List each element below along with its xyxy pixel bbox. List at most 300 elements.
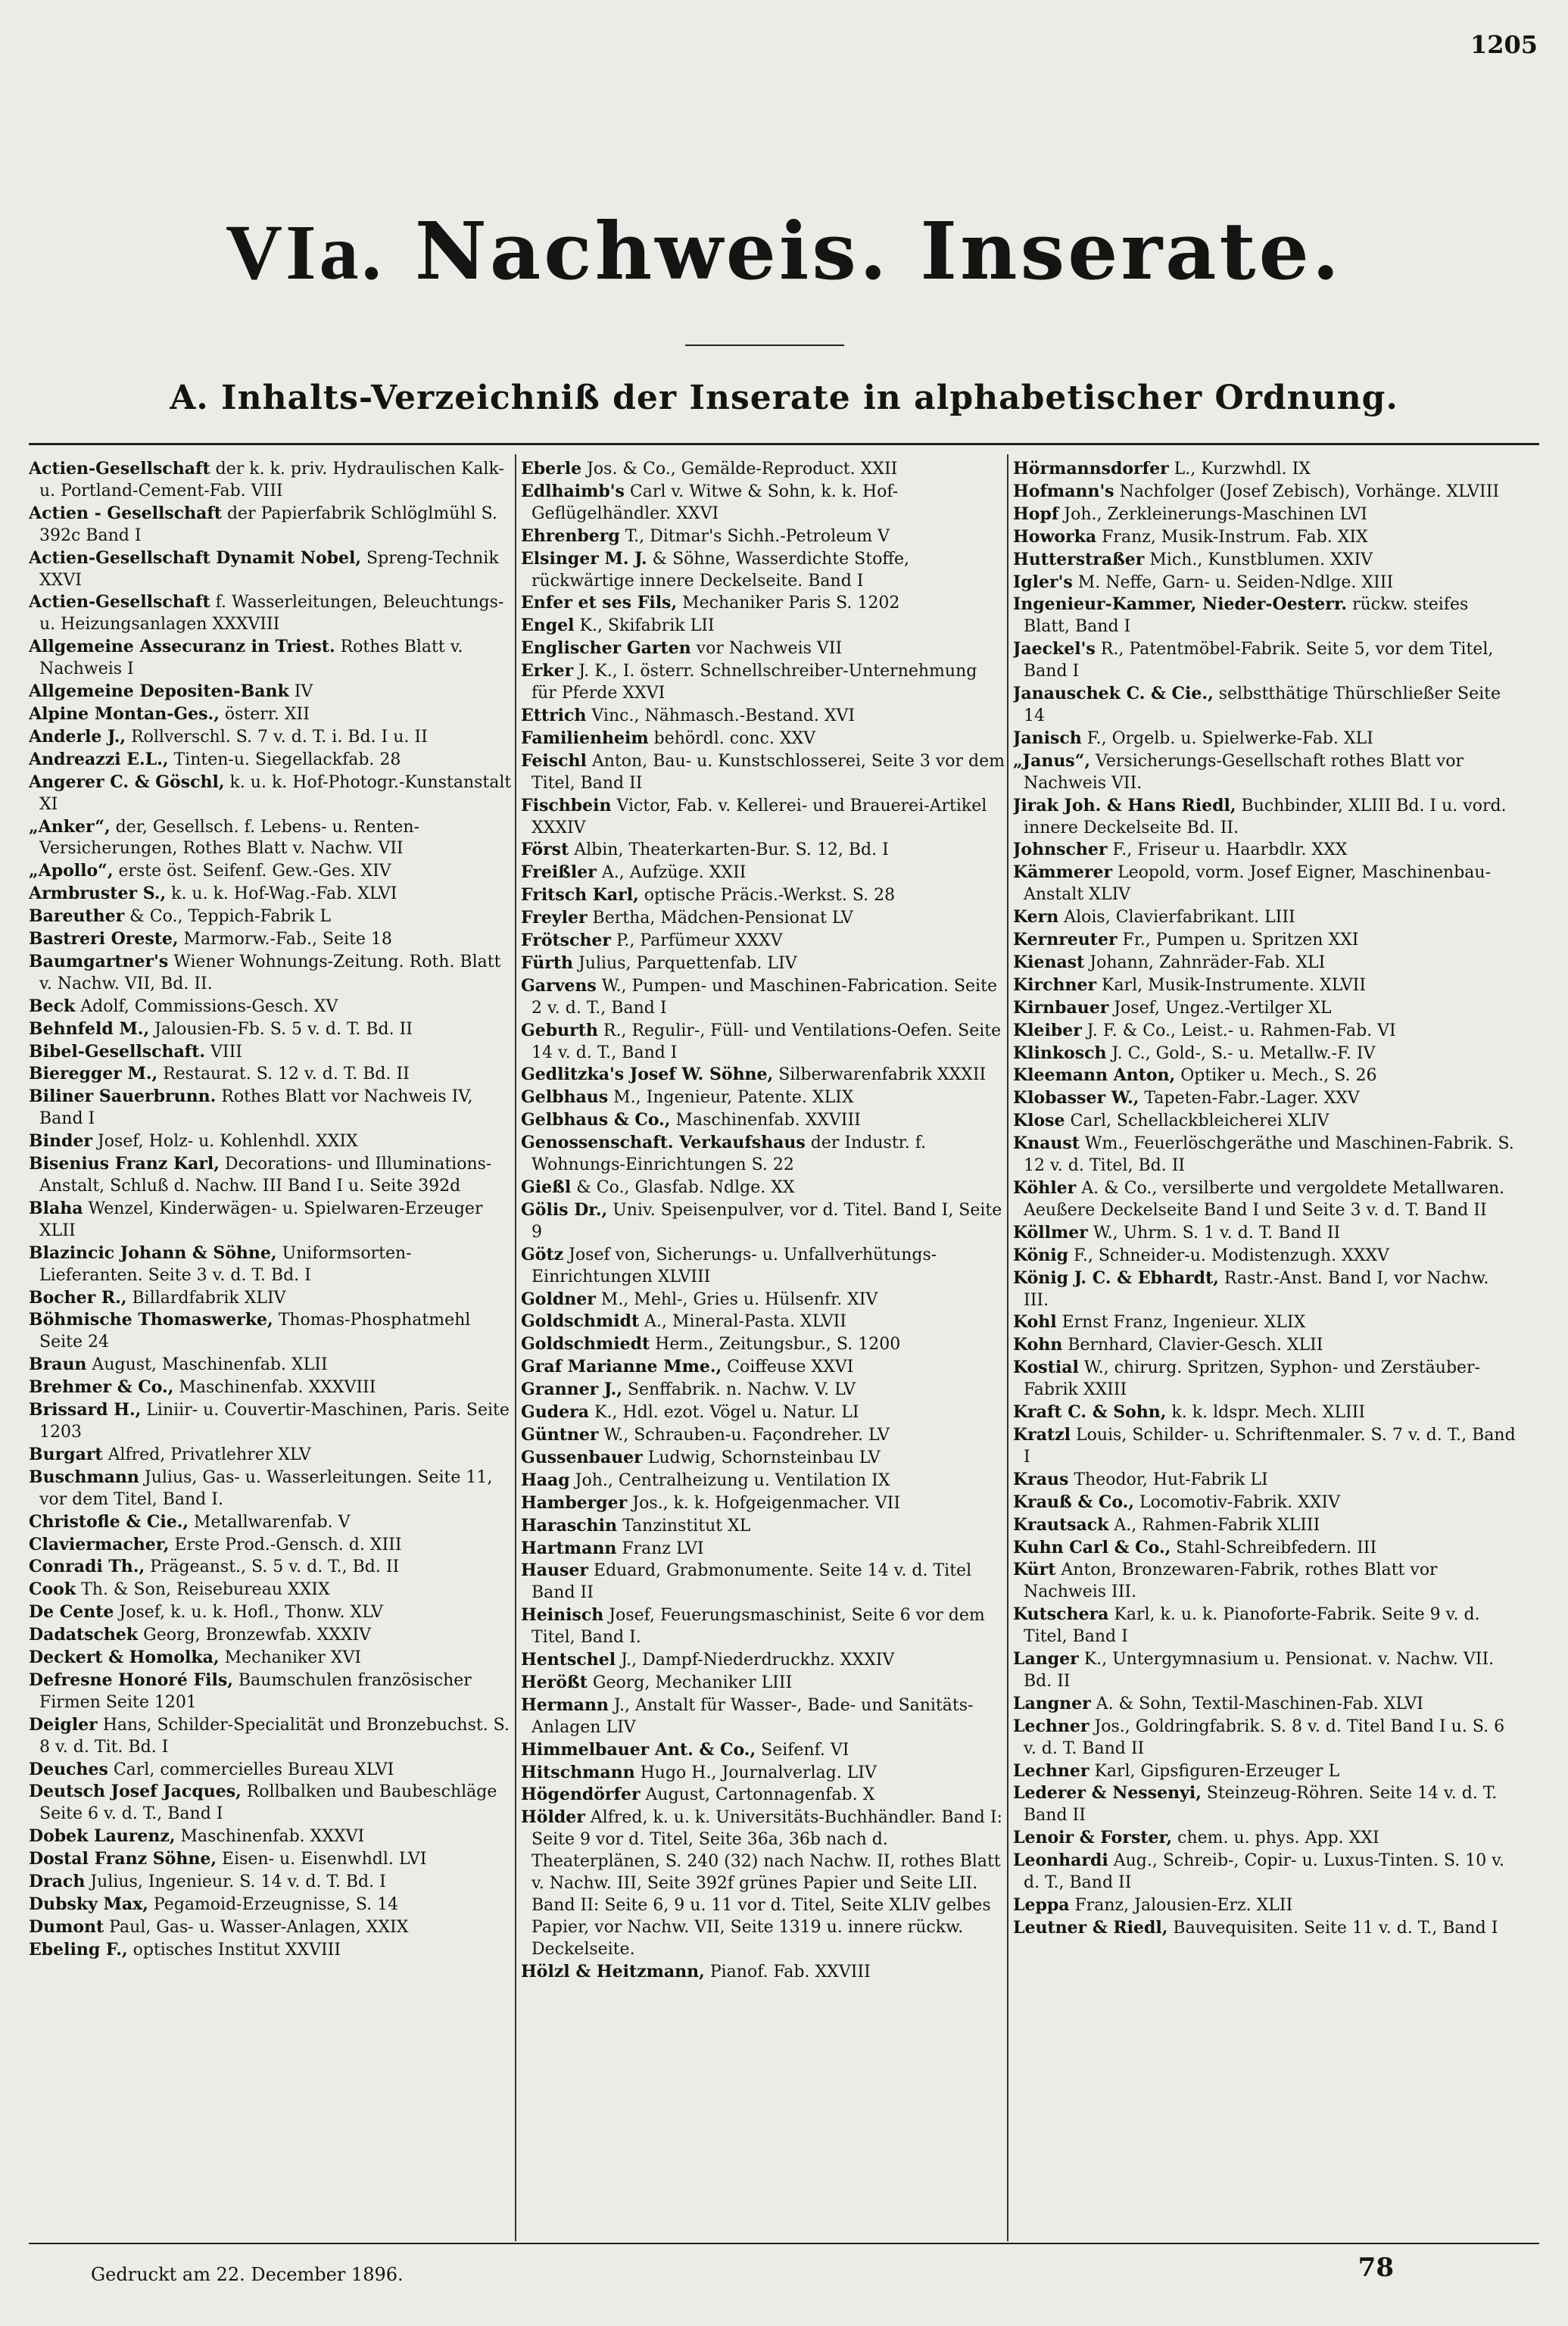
entry-details: Wm., Feuerlöschgeräthe und Maschinen-Fabrik. S. 12 v. d. Titel, Bd. II xyxy=(1024,1134,1514,1176)
index-entry xyxy=(521,1961,1005,1984)
firm-name: Bastreri Oreste, xyxy=(29,929,179,949)
index-entry xyxy=(521,1560,1005,1604)
index-entry xyxy=(29,1601,513,1624)
entry-details: R., Regulir-, Füll- und Ventilations-Oefen. Seite 14 v. d. T., Band I xyxy=(531,1021,1002,1062)
firm-name: Familienheim xyxy=(521,728,649,748)
entry-details: Restaurat. S. 12 v. d. T. Bd. II xyxy=(157,1065,410,1084)
index-entry xyxy=(1013,526,1517,549)
entry-details: selbstthätige Thürschließer Seite 14 xyxy=(1024,684,1501,725)
entry-details: Alfred, Privatlehrer XLV xyxy=(102,1445,311,1464)
entry-details: & Co., Glasfab. Ndlge. XX xyxy=(571,1178,795,1197)
firm-name: Hartmann xyxy=(521,1538,617,1558)
entry-details: der k. k. priv. Hydraulischen Kalk- u. Portland-Cement-Fab. VIII xyxy=(39,460,504,500)
firm-name: „Janus“, xyxy=(1013,750,1091,771)
firm-name: Gelbhaus xyxy=(521,1087,609,1108)
sheet-number: 78 xyxy=(1358,2253,1394,2283)
firm-name: Böhmische Thomaswerke, xyxy=(29,1310,273,1330)
firm-name: Graf Marianne Mme., xyxy=(521,1357,722,1377)
index-entry xyxy=(521,458,1005,481)
entry-details: erste öst. Seifenf. Gew.-Ges. XIV xyxy=(113,862,391,881)
entry-details: Franz, Musik-Instrum. Fab. XIX xyxy=(1096,527,1368,547)
index-entry xyxy=(29,1826,513,1848)
firm-name: Lechner xyxy=(1013,1716,1089,1736)
firm-name: Ebeling F., xyxy=(29,1939,128,1960)
firm-name: Leonhardi xyxy=(1013,1851,1108,1871)
index-entry xyxy=(521,1807,1005,1960)
index-entry xyxy=(521,1492,1005,1515)
firm-name: Garvens xyxy=(521,975,597,996)
entry-details: Anton, Bau- u. Kunstschlosserei, Seite 3 vor dem Titel, Band II xyxy=(531,751,1005,793)
index-entry xyxy=(521,907,1005,930)
index-entry xyxy=(1013,1537,1517,1560)
firm-name: Kohl xyxy=(1013,1312,1057,1333)
index-entry xyxy=(29,636,513,681)
index-entry xyxy=(1013,795,1517,840)
firm-name: Herößt xyxy=(521,1672,588,1692)
index-entry xyxy=(29,703,513,726)
entry-details: Baumschulen französischer Firmen Seite 1201 xyxy=(39,1670,472,1712)
index-entry xyxy=(29,1894,513,1916)
index-entry xyxy=(29,1063,513,1086)
entry-details: Marmorw.-Fab., Seite 18 xyxy=(178,930,392,949)
entry-details: Josef, k. u. k. Hofl., Thonw. XLV xyxy=(114,1603,384,1623)
entry-details: Fr., Pumpen u. Spritzen XXI xyxy=(1117,931,1359,950)
firm-name: Gudera xyxy=(521,1402,590,1423)
section-heading: Nachweis. Inserate. xyxy=(414,204,1342,298)
firm-name: Götz xyxy=(521,1244,564,1264)
index-entry xyxy=(29,1670,513,1714)
index-entry xyxy=(1013,1850,1517,1894)
index-entry xyxy=(521,1739,1005,1762)
index-entry xyxy=(1013,638,1517,683)
firm-name: Bisenius Franz Karl, xyxy=(29,1154,220,1174)
firm-name: Janauschek C. & Cie., xyxy=(1013,684,1214,704)
entry-details: Tanzinstitut XL xyxy=(617,1516,751,1536)
firm-name: Feischl xyxy=(521,750,587,771)
index-entry xyxy=(29,1130,513,1153)
firm-name: Freyler xyxy=(521,908,588,928)
index-entry xyxy=(1013,862,1517,906)
entry-details: Karl, Musik-Instrumente. XLVII xyxy=(1096,975,1367,995)
entry-details: Karl, Gipsfiguren-Erzeuger L xyxy=(1089,1761,1340,1781)
firm-name: Hermann xyxy=(521,1695,609,1715)
index-entry xyxy=(521,525,1005,548)
entry-details: Thomas-Phosphatmehl Seite 24 xyxy=(39,1311,471,1352)
index-entry xyxy=(521,615,1005,638)
entry-details: Jos. & Co., Gemälde-Reproduct. XXII xyxy=(581,460,898,479)
column-1 xyxy=(29,458,513,2283)
index-entry xyxy=(521,975,1005,1020)
firm-name: Lenoir & Forster, xyxy=(1013,1828,1173,1848)
index-entry xyxy=(1013,572,1517,594)
index-entry xyxy=(521,1762,1005,1785)
firm-name: Kirnbauer xyxy=(1013,997,1109,1018)
entry-details: W., chirurg. Spritzen, Syphon- und Zerstäuber-Fabrik XXIII xyxy=(1024,1358,1480,1400)
firm-name: König xyxy=(1013,1245,1069,1265)
firm-name: Ingenieur-Kammer, Nieder-Oesterr. xyxy=(1013,594,1348,615)
index-entry xyxy=(29,883,513,906)
index-entry xyxy=(1013,1133,1517,1177)
entry-details: Carl, Schellackbleicherei XLIV xyxy=(1065,1112,1330,1131)
index-entry xyxy=(1013,1267,1517,1312)
entry-details: behördl. conc. XXV xyxy=(648,728,816,748)
section-roman: VIa. xyxy=(226,209,385,296)
entry-details: Jos., Goldringfabrik. S. 8 v. d. Titel Band I u. S. 6 v. d. T. Band II xyxy=(1024,1716,1505,1758)
firm-name: Genossenschaft. Verkaufshaus xyxy=(521,1133,806,1153)
index-entry xyxy=(521,1132,1005,1177)
firm-name: Gießl xyxy=(521,1177,572,1197)
entry-details: Tinten-u. Siegellackfab. 28 xyxy=(168,750,401,769)
firm-name: Gelbhaus & Co., xyxy=(521,1110,671,1130)
index-entry xyxy=(521,1379,1005,1402)
bottom-rule xyxy=(29,2243,1539,2244)
firm-name: Enfer et ses Fils, xyxy=(521,593,678,613)
index-entry xyxy=(521,1244,1005,1289)
entry-details: T., Ditmar's Sichh.-Petroleum V xyxy=(619,526,890,546)
firm-name: Leppa xyxy=(1013,1895,1070,1915)
entry-details: Wenzel, Kinderwägen- u. Spielwaren-Erzeuger XLII xyxy=(39,1199,483,1240)
index-entry xyxy=(1013,1424,1517,1469)
index-entry xyxy=(521,1333,1005,1356)
index-entry xyxy=(1013,952,1517,974)
index-entry xyxy=(1013,1311,1517,1334)
index-entry xyxy=(29,928,513,951)
index-entry xyxy=(29,1939,513,1962)
firm-name: Goldschmiedt xyxy=(521,1334,650,1355)
entry-details: Josef, Holz- u. Kohlenhdl. XXIX xyxy=(92,1132,358,1152)
firm-name: Bieregger M., xyxy=(29,1064,158,1084)
entry-details: Pegamoid-Erzeugnisse, S. 14 xyxy=(148,1895,399,1914)
firm-name: Jaeckel's xyxy=(1013,639,1096,659)
index-entry xyxy=(1013,1648,1517,1693)
entry-details: Tapeten-Fabr.-Lager. XXV xyxy=(1139,1089,1360,1108)
entry-details: A., Aufzüge. XXII xyxy=(596,863,747,883)
entry-details: Wiener Wohnungs-Zeitung. Roth. Blatt v. Nachw. VII, Bd. II. xyxy=(39,952,501,993)
entry-details: W., Pumpen- und Maschinen-Fabrication. Seite 2 v. d. T., Band I xyxy=(531,976,997,1018)
index-entry xyxy=(1013,1222,1517,1245)
entry-details: Univ. Speisenpulver, vor d. Titel. Band I, Seite 9 xyxy=(531,1200,1002,1242)
index-entry xyxy=(29,772,513,816)
firm-name: Haraschin xyxy=(521,1515,618,1536)
index-entry xyxy=(1013,594,1517,638)
index-entry xyxy=(29,591,513,636)
entry-details: Maschinenfab. XXXVI xyxy=(175,1827,365,1847)
entry-details: Josef, Ungez.-Vertilger XL xyxy=(1108,998,1332,1018)
firm-name: Braun xyxy=(29,1355,87,1375)
firm-name: Binder xyxy=(29,1131,92,1152)
index-entry xyxy=(29,1444,513,1467)
firm-name: Deuches xyxy=(29,1759,108,1779)
index-entry xyxy=(29,1871,513,1894)
entry-details: J., Anstalt für Wasser-, Bade- und Sanitäts-Anlagen LIV xyxy=(531,1695,974,1737)
firm-name: Gussenbauer xyxy=(521,1447,643,1467)
firm-name: Lechner xyxy=(1013,1760,1089,1781)
firm-name: Haag xyxy=(521,1470,570,1490)
firm-name: Goldner xyxy=(521,1289,596,1309)
index-entry xyxy=(29,1624,513,1647)
firm-name: Gedlitzka's Josef W. Söhne, xyxy=(521,1065,774,1085)
index-entry xyxy=(1013,728,1517,750)
index-entry xyxy=(521,953,1005,975)
index-entry xyxy=(521,750,1005,795)
firm-name: Allgemeine Assecuranz in Triest. xyxy=(29,637,335,657)
entry-details: optisches Institut XXVIII xyxy=(127,1940,341,1960)
firm-name: Behnfeld M., xyxy=(29,1018,150,1039)
entry-details: Josef, Feuerungsmaschinist, Seite 6 vor dem Titel, Band I. xyxy=(531,1606,985,1648)
firm-name: Andreazzi E.L., xyxy=(29,749,169,769)
firm-name: Knaust xyxy=(1013,1133,1080,1154)
firm-name: Hölder xyxy=(521,1807,585,1828)
firm-name: Klobasser W., xyxy=(1013,1088,1139,1108)
firm-name: Kuhn Carl & Co., xyxy=(1013,1537,1171,1557)
entry-details: Seifenf. VI xyxy=(756,1740,849,1760)
entry-details: W., Uhrm. S. 1 v. d. T. Band II xyxy=(1087,1223,1341,1243)
firm-name: Freißler xyxy=(521,862,597,883)
index-entry xyxy=(29,1579,513,1601)
entry-details: Maschinenfab. XXXVIII xyxy=(173,1378,376,1398)
index-entry xyxy=(29,1153,513,1198)
index-entry xyxy=(521,1020,1005,1065)
entry-details: Metallwarenfab. V xyxy=(189,1512,351,1532)
firm-name: Johnscher xyxy=(1013,840,1108,860)
entry-details: Paul, Gas- u. Wasser-Anlagen, XXIX xyxy=(104,1917,409,1937)
entry-details: Mich., Kunstblumen. XXIV xyxy=(1144,550,1373,569)
entry-details: Maschinenfab. XXVIII xyxy=(670,1111,861,1130)
entry-details: Vinc., Nähmasch.-Bestand. XVI xyxy=(586,706,856,725)
firm-name: Kohn xyxy=(1013,1335,1063,1355)
firm-name: Kostial xyxy=(1013,1358,1079,1378)
index-entry xyxy=(1013,1357,1517,1402)
firm-name: Köllmer xyxy=(1013,1222,1088,1243)
index-entry xyxy=(521,1356,1005,1379)
firm-name: Dobek Laurenz, xyxy=(29,1826,176,1847)
entry-details: L., Kurzwhdl. IX xyxy=(1168,460,1311,479)
firm-name: Cook xyxy=(29,1579,76,1600)
entry-details: Versicherungs-Gesellschaft rothes Blatt vor Nachweis VII. xyxy=(1024,751,1464,793)
entry-details: Alois, Clavierfabrikant. LIII xyxy=(1058,908,1295,928)
firm-name: Högendörfer xyxy=(521,1785,641,1805)
index-entry xyxy=(29,1467,513,1511)
firm-name: Krautsack xyxy=(1013,1514,1109,1535)
index-entry xyxy=(1013,929,1517,952)
entry-details: Eduard, Grabmonumente. Seite 14 v. d. Titel Band II xyxy=(531,1561,972,1603)
index-entry xyxy=(1013,1760,1517,1783)
index-entry xyxy=(29,1086,513,1130)
page-number: 1205 xyxy=(1470,30,1538,59)
index-entry xyxy=(521,548,1005,593)
firm-name: Köhler xyxy=(1013,1178,1077,1198)
index-entry xyxy=(521,705,1005,728)
entry-details: Leopold, vorm. Josef Eigner, Maschinenbau-Anstalt XLIV xyxy=(1024,863,1492,905)
firm-name: Blaha xyxy=(29,1198,83,1218)
index-entry xyxy=(521,728,1005,750)
index-entry xyxy=(29,996,513,1018)
index-entry xyxy=(1013,1065,1517,1087)
index-entry xyxy=(521,795,1005,840)
firm-name: Brehmer & Co., xyxy=(29,1377,174,1398)
index-entry xyxy=(29,749,513,772)
firm-name: Jirak Joh. & Hans Riedl, xyxy=(1013,795,1236,815)
index-entry xyxy=(29,547,513,592)
index-entry xyxy=(521,1311,1005,1333)
entry-details: chem. u. phys. App. XXI xyxy=(1172,1829,1379,1848)
index-entry xyxy=(521,1604,1005,1649)
index-entry xyxy=(1013,839,1517,862)
index-entry xyxy=(29,1354,513,1377)
firm-name: Gölis Dr., xyxy=(521,1199,608,1220)
entry-details: August, Maschinenfab. XLII xyxy=(86,1355,328,1375)
entry-details: & Söhne, Wasserdichte Stoffe, rückwärtige innere Deckelseite. Band I xyxy=(531,549,909,591)
entry-details: Josef von, Sicherungs- u. Unfallverhütungs-Einrichtungen XLVIII xyxy=(531,1245,937,1286)
entry-details: Victor, Fab. v. Kellerei- und Brauerei-Artikel XXXIV xyxy=(531,796,987,837)
entry-details: Georg, Bronzewfab. XXXIV xyxy=(138,1626,372,1645)
index-entry xyxy=(521,839,1005,862)
firm-name: Kutschera xyxy=(1013,1604,1109,1625)
firm-name: Bareuther xyxy=(29,906,125,927)
firm-name: Christofle & Cie., xyxy=(29,1511,189,1532)
entry-details: F., Friseur u. Haarbdlr. XXX xyxy=(1107,840,1348,860)
index-entry xyxy=(29,1714,513,1759)
entry-details: Erste Prod.-Gensch. d. XIII xyxy=(169,1535,402,1554)
index-entry xyxy=(1013,1245,1517,1267)
index-entry xyxy=(521,1649,1005,1672)
index-entry xyxy=(1013,1894,1517,1917)
firm-name: Ehrenberg xyxy=(521,525,620,546)
index-entry xyxy=(521,1087,1005,1109)
firm-name: Bibel-Gesellschaft. xyxy=(29,1041,206,1062)
entry-details: Senffabrik. n. Nachw. V. LV xyxy=(622,1380,856,1400)
index-entry xyxy=(29,1916,513,1939)
firm-name: Leutner & Riedl, xyxy=(1013,1917,1168,1938)
firm-name: Actien-Gesellschaft xyxy=(29,459,210,479)
entry-details: A., Rahmen-Fabrik XLIII xyxy=(1108,1515,1320,1535)
index-entry xyxy=(521,638,1005,660)
firm-name: Blazincic Johann & Söhne, xyxy=(29,1243,277,1263)
firm-name: Granner J., xyxy=(521,1380,622,1400)
entry-details: Optiker u. Mech., S. 26 xyxy=(1175,1066,1377,1086)
entry-details: J. C., Gold-, S.- u. Metallw.-F. IV xyxy=(1106,1043,1376,1063)
index-entry xyxy=(1013,1469,1517,1492)
entry-details: R., Patentmöbel-Fabrik. Seite 5, vor dem Titel, Band I xyxy=(1024,640,1494,681)
firm-name: Actien-Gesellschaft xyxy=(29,592,210,613)
entry-details: Adolf, Commissions-Gesch. XV xyxy=(75,996,338,1016)
firm-name: Erker xyxy=(521,661,574,681)
index-entry xyxy=(521,930,1005,953)
index-entry xyxy=(29,1287,513,1310)
firm-name: Kienast xyxy=(1013,952,1085,972)
entry-details: k. k. ldspr. Mech. XLIII xyxy=(1166,1403,1366,1423)
index-entry xyxy=(1013,1559,1517,1604)
firm-name: Bocher R., xyxy=(29,1287,127,1308)
firm-name: Hamberger xyxy=(521,1492,628,1513)
entry-details: Nachfolger (Josef Zebisch), Vorhänge. XLVIII xyxy=(1114,482,1500,501)
entry-details: A. & Co., versilberte und vergoldete Metallwaren. Aeußere Deckelseite Band I und Seite 3 v. d. T. Band II xyxy=(1024,1179,1505,1220)
entry-details: August, Cartonnagenfab. X xyxy=(640,1785,875,1805)
entry-details: Julius, Ingenieur. S. 14 v. d. T. Bd. I xyxy=(85,1872,386,1892)
index-entry xyxy=(1013,1402,1517,1424)
index-entry xyxy=(521,481,1005,525)
entry-details: Ludwig, Schornsteinbau LV xyxy=(642,1448,881,1467)
firm-name: Hitschmann xyxy=(521,1762,635,1782)
entry-details: Johann, Zahnräder-Fab. XLI xyxy=(1084,953,1326,972)
entry-details: Hugo H., Journalverlag. LIV xyxy=(634,1763,877,1782)
entry-details: Rollbalken und Baubeschläge Seite 6 v. d. T., Band I xyxy=(39,1782,497,1824)
index-entry xyxy=(29,1647,513,1670)
firm-name: Hopf xyxy=(1013,504,1059,524)
firm-name: Deigler xyxy=(29,1714,98,1735)
column-3 xyxy=(1013,458,1517,2283)
index-entry xyxy=(1013,1177,1517,1222)
firm-name: Fischbein xyxy=(521,795,612,815)
index-entry xyxy=(521,1672,1005,1695)
index-entry xyxy=(1013,1782,1517,1827)
index-entry xyxy=(1013,1492,1517,1514)
entry-details: Theodor, Hut-Fabrik LI xyxy=(1068,1470,1268,1489)
index-entry xyxy=(29,1309,513,1354)
entry-details: Herm., Zeitungsbur., S. 1200 xyxy=(650,1335,901,1355)
firm-name: Kratzl xyxy=(1013,1424,1071,1445)
firm-name: Janisch xyxy=(1013,728,1082,748)
index-entry xyxy=(1013,1604,1517,1648)
entry-details: Prägeanst., S. 5 v. d. T., Bd. II xyxy=(145,1557,400,1577)
firm-name: Hutterstraßer xyxy=(1013,549,1145,569)
index-entry xyxy=(29,1848,513,1871)
entry-details: Rollverschl. S. 7 v. d. T. i. Bd. I u. II xyxy=(126,727,428,747)
index-entry xyxy=(1013,1020,1517,1043)
index-entry xyxy=(29,906,513,928)
firm-name: König J. C. & Ebhardt, xyxy=(1013,1267,1219,1288)
top-rule xyxy=(29,443,1539,445)
entry-details: M., Ingenieur, Patente. XLIX xyxy=(608,1088,854,1108)
index-entry xyxy=(521,1784,1005,1807)
firm-name: Fürth xyxy=(521,953,573,973)
entry-details: Carl, commercielles Bureau XLVI xyxy=(108,1760,394,1779)
firm-name: Kürt xyxy=(1013,1560,1056,1580)
entry-details: Franz LVI xyxy=(616,1539,704,1558)
firm-name: Klinkosch xyxy=(1013,1043,1107,1063)
firm-name: Actien - Gesellschaft xyxy=(29,503,222,523)
index-entry xyxy=(1013,1087,1517,1110)
entry-details: Spreng-Technik XXVI xyxy=(39,548,499,590)
firm-name: Deutsch Josef Jacques, xyxy=(29,1782,242,1802)
index-entry xyxy=(1013,997,1517,1020)
entry-details: J. F. & Co., Leist.- u. Rahmen-Fab. VI xyxy=(1081,1021,1396,1040)
firm-name: Howorka xyxy=(1013,526,1097,547)
entry-details: Albin, Theaterkarten-Bur. S. 12, Bd. I xyxy=(569,840,889,860)
entry-details: Julius, Gas- u. Wasserleitungen. Seite 11, vor dem Titel, Band I. xyxy=(39,1467,493,1509)
index-entry xyxy=(521,1538,1005,1561)
firm-name: Hofmann's xyxy=(1013,481,1114,501)
firm-name: Klose xyxy=(1013,1111,1065,1131)
index-entry xyxy=(1013,1514,1517,1537)
index-entry xyxy=(521,592,1005,615)
index-entry xyxy=(1013,906,1517,929)
index-entry xyxy=(1013,1917,1517,1940)
index-entry xyxy=(1013,1043,1517,1065)
firm-name: Hölzl & Heitzmann, xyxy=(521,1961,705,1981)
index-entry xyxy=(521,1402,1005,1424)
index-entry xyxy=(1013,1827,1517,1850)
entry-details: P., Parfümeur XXXV xyxy=(611,931,783,951)
firm-name: Deckert & Homolka, xyxy=(29,1648,220,1668)
entry-details: k. u. k. Hof-Wag.-Fab. XLVI xyxy=(166,884,397,904)
entry-details: K., Skifabrik LII xyxy=(574,616,715,636)
entry-details: F., Orgelb. u. Spielwerke-Fab. XLI xyxy=(1081,728,1373,748)
index-entry xyxy=(29,1511,513,1534)
entry-details: Joh., Zerkleinerungs-Maschinen LVI xyxy=(1058,504,1367,524)
index-entry xyxy=(521,1695,1005,1739)
entry-details: K., Hdl. ezot. Vögel u. Natur. LI xyxy=(589,1403,859,1423)
